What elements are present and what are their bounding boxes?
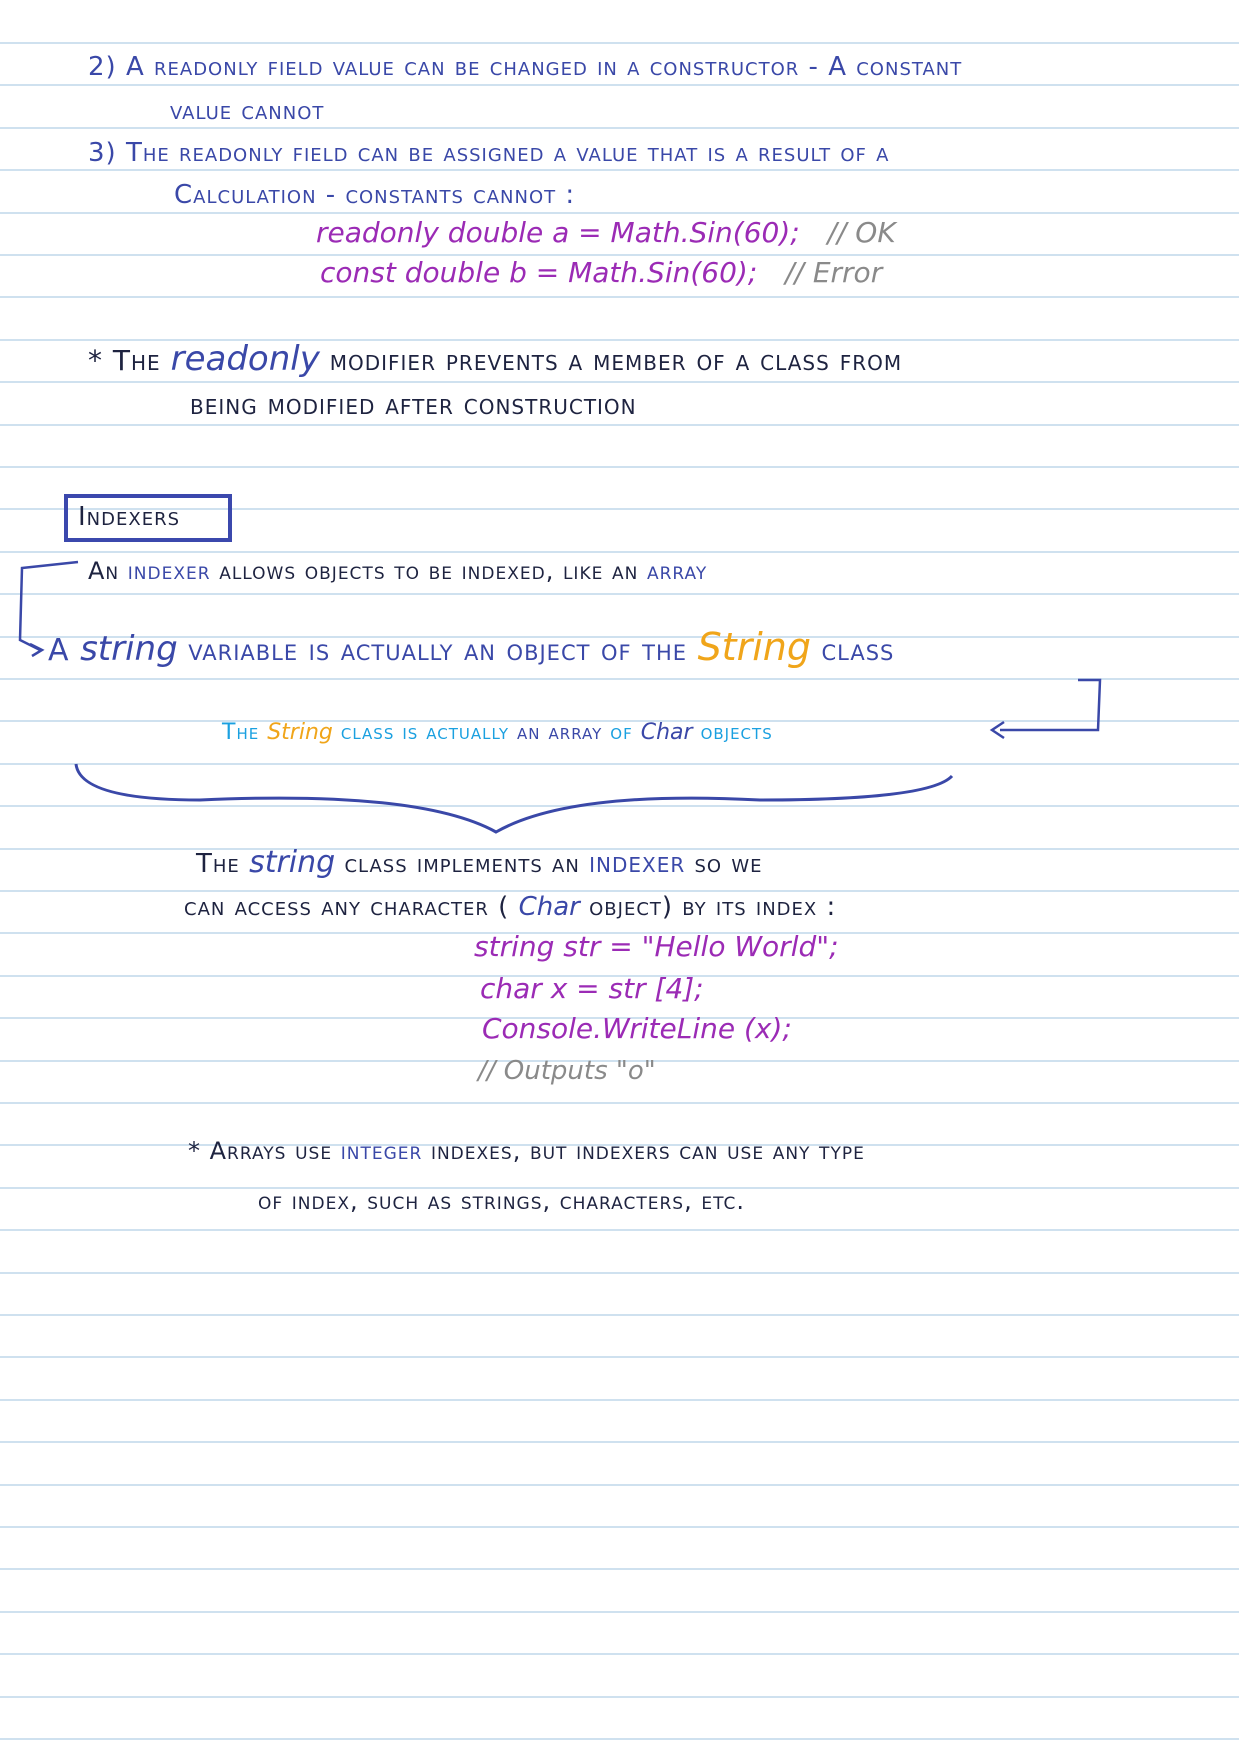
section-title: Indexers (78, 502, 181, 532)
class-line-a: The (222, 720, 260, 745)
star-note-1-rest: modifier prevents a member of a class from (329, 344, 903, 377)
code-char-decl: char x = str [4]; (480, 972, 704, 1005)
indexer-def-b: allows objects to be indexed, like an (219, 557, 639, 585)
class-line-keyword: String (267, 720, 333, 745)
class-line-f: objects (700, 720, 773, 745)
indexer-def-keyword-2: array (646, 557, 708, 585)
star-note-2-rest: indexes, but indexers can use any type (430, 1137, 865, 1165)
code-readonly: readonly double a = Math.Sin(60); (316, 216, 800, 249)
code-console-writeline: Console.WriteLine (x); (482, 1012, 792, 1045)
star-note-1-prefix: * The (88, 344, 161, 377)
impl-b: class implements an (344, 849, 580, 879)
code-readonly-comment: // OK (827, 216, 896, 249)
impl-a: The (196, 849, 240, 879)
curly-brace (76, 764, 952, 832)
string-line-keyword-2: String (697, 625, 811, 669)
impl-keyword: string (249, 845, 336, 880)
code-const: const double b = Math.Sin(60); (320, 256, 758, 289)
code-const-comment: // Error (785, 256, 883, 289)
star-note-2-line-2: of index, such as strings, characters, etc. (258, 1187, 745, 1215)
class-line-d: an array (517, 720, 603, 745)
code-string-decl: string str = "Hello World"; (474, 930, 839, 963)
impl-line2-b: object) by its index : (589, 892, 837, 922)
star-note-1-line-2: being modified after construction (190, 388, 637, 421)
string-line-a: A (48, 633, 70, 668)
class-line-c: is actually (402, 720, 510, 745)
point-2-line-1: 2) A readonly field value can be changed in a constructor - A constant (88, 52, 963, 82)
string-line-b: variable is actually an object of the (188, 633, 688, 668)
class-line-e: of (610, 720, 633, 745)
point-3-line-2: Calculation - constants cannot : (174, 180, 576, 210)
string-line-keyword: string (80, 629, 178, 669)
impl-keyword-2: indexer (589, 846, 686, 879)
point-2-line-2: value cannot (170, 96, 325, 126)
point-3-line-1: 3) The readonly field can be assigned a value that is a result of a (88, 138, 890, 168)
impl-line2-a: can access any character ( (184, 892, 510, 922)
impl-c: so we (694, 849, 763, 879)
class-line-b: class (340, 720, 395, 745)
star-note-2-keyword: integer (340, 1137, 423, 1165)
star-note-1-keyword: readonly (170, 339, 320, 379)
left-bracket-arrow (20, 562, 78, 650)
impl-line2-keyword: Char (518, 892, 580, 922)
right-bracket-arrow (1000, 680, 1100, 730)
class-line-keyword-2: Char (640, 720, 693, 745)
indexer-def-a: An (88, 557, 120, 585)
string-line-c: class (821, 633, 895, 668)
star-note-2-prefix: * Arrays use (188, 1137, 333, 1165)
code-output-comment: // Outputs "o" (478, 1056, 656, 1086)
indexer-def-keyword: indexer (127, 557, 211, 585)
left-arrow-head (30, 644, 42, 656)
